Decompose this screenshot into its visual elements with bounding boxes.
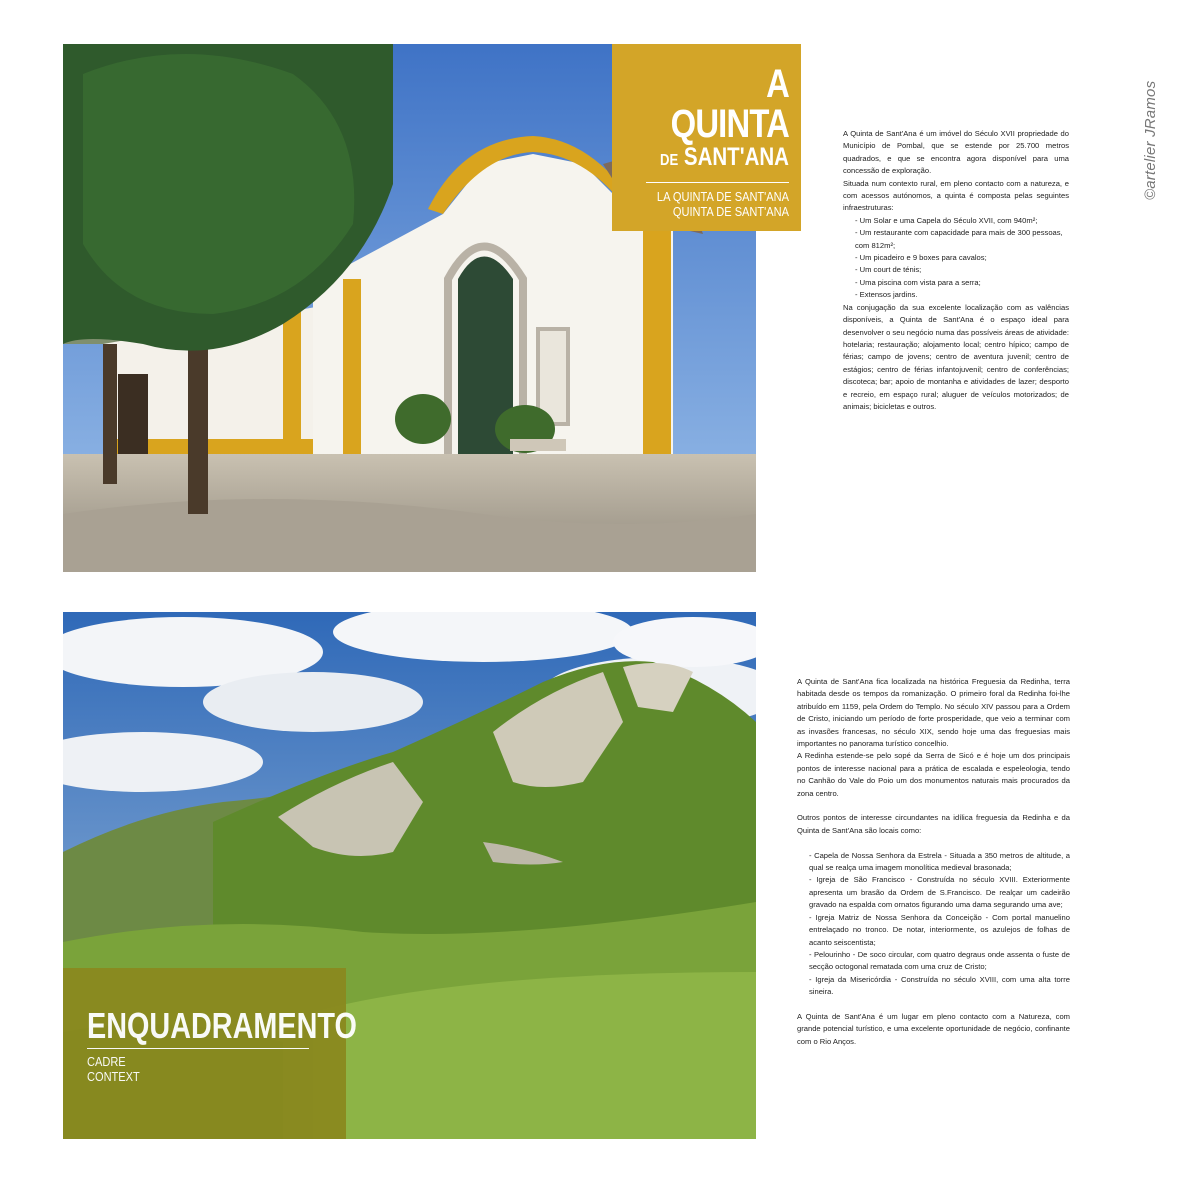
context-paragraph-2: A Redinha estende-se pelo sopé da Serra de Sicó e é hoje um dos principais pontos de interesse nacional para a prática de escalada e espeleologia, tendo no Canhão do Vale do Poio um dos monumentos naturais mais procurados da zona centro. <box>797 751 1070 798</box>
title-divider <box>646 182 789 183</box>
context-paragraph-1: A Quinta de Sant'Ana fica localizada na histórica Freguesia da Redinha, terra habitada desde os tempos da romanização. O primeiro foral da Redinha foi-lhe atribuído em 1159, pela Ordem do Templo. No século XIV passou para a Ordem de Cristo, iniciando um período de forte prosperidade, que veio a terminar com as invasões francesas, no século XIX, sendo hoje uma das freguesias mais importantes no panorama turístico concelhio. <box>797 677 1070 749</box>
infrastructure-item: - Um picadeiro e 9 boxes para cavalos; <box>855 253 987 263</box>
infrastructure-item: - Um court de ténis; <box>855 265 922 275</box>
quinta-subtitle-en: QUINTA DE SANT'ANA <box>672 204 789 219</box>
context-paragraph-4: A Quinta de Sant'Ana é um lugar em pleno contacto com a Natureza, com grande potencial turístico, e uma excelente oportunidade de negócio, confinante com o Rio Anços. <box>797 1011 1070 1046</box>
quinta-title-prefix: DE <box>659 152 679 169</box>
context-description <box>797 676 1070 1048</box>
context-title-box <box>63 968 357 1139</box>
infrastructure-item: - Uma piscina com vista para a serra; <box>855 277 981 287</box>
quinta-title: A QUINTA <box>670 62 789 146</box>
quinta-paragraph-1: A Quinta de Sant'Ana é um imóvel do Século XVII propriedade do Município de Pombal, que se estende por 25.700 metros quadrados, e que se encontra agora disponível para uma concessão de exploração. <box>843 129 1069 176</box>
context-subtitle-fr: CADRE <box>87 1054 126 1069</box>
quinta-closing-paragraph: Na conjugação da sua excelente localização com as valências disponíveis, a Quinta de Sant'Ana é o espaço ideal para desenvolver o seu negócio numa das possíveis áreas de atividade: hotelaria; restauração; alojamento local; centro hípico; campo de férias; campo de jovens; centro de aventura juvenil; centro de estágios; centro de férias infantojuvenil; centro de conferências; discoteca; bar; apoio de montanha e atividades de lazer; desporto e recreio, em espaço rural; aluguer de veículos motorizados; de animais; bicicletas e outros. <box>843 302 1069 411</box>
quinta-title-name: SANT'ANA <box>683 143 789 171</box>
point-of-interest-item: - Capela de Nossa Senhora da Estrela - Situada a 350 metros de altitude, a qual se realça uma imagem monolítica medieval brasonada; <box>809 850 1070 873</box>
context-subtitle-en: CONTEXT <box>87 1069 140 1084</box>
context-paragraph-3: Outros pontos de interesse circundantes na idílica freguesia da Redinha e da Quinta de Sant'Ana são locais como: <box>797 813 1070 835</box>
point-of-interest-item: - Igreja de São Francisco - Construída no século XVIII. Exteriormente apresenta um brasão da Ordem de S.Francisco. De realçar um cadeirão gravado na espalda com ornatos figurando uma dama segurando uma ave; <box>809 875 1070 910</box>
infrastructure-item: - Extensos jardins. <box>855 290 918 300</box>
context-title: ENQUADRAMENTO <box>87 1005 357 1046</box>
quinta-description <box>843 128 1069 413</box>
point-of-interest-item: - Pelourinho - De soco circular, com quatro degraus onde assenta o fuste de secção octogonal rematada com uma cruz de Cristo; <box>809 949 1070 972</box>
point-of-interest-item: - Igreja Matriz de Nossa Senhora da Conceição - Com portal manuelino entrelaçado no tronco. De notar, interiormente, os azulejos de folhas de acanto seiscentista; <box>809 912 1070 947</box>
quinta-title-line2 <box>654 144 789 174</box>
quinta-title-box <box>612 44 801 231</box>
title-divider <box>87 1048 309 1049</box>
infrastructure-item: - Um restaurante com capacidade para mais de 300 pessoas, com 812m²; <box>855 228 1063 250</box>
quinta-subtitle-fr: LA QUINTA DE SANT'ANA <box>656 189 789 204</box>
infrastructure-item: - Um Solar e uma Capela do Século XVII, com 940m²; <box>855 215 1038 225</box>
quinta-paragraph-2: Situada num contexto rural, em pleno contacto com a natureza, e com acessos autónomos, a quinta é composta pelas seguintes infraestruturas: <box>843 178 1069 213</box>
photo-credit: ©artelier JRamos <box>1142 80 1159 200</box>
point-of-interest-item: - Igreja da Misericórdia - Construída no século XVIII, com uma alta torre sineira. <box>809 974 1070 997</box>
